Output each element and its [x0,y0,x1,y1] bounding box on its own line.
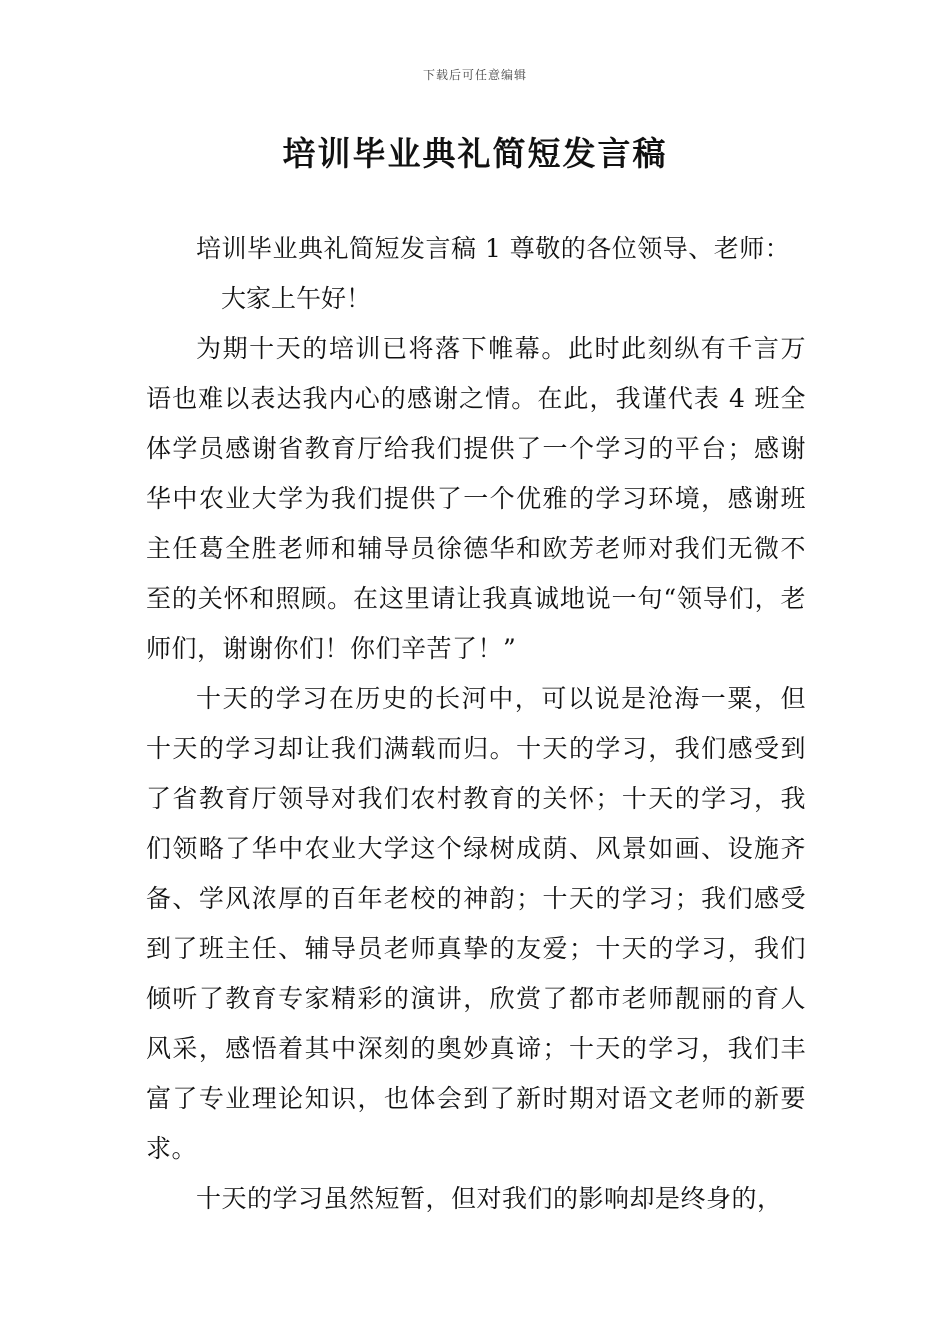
document-title: 培训毕业典礼简短发言稿 [282,134,668,173]
document-body [146,224,806,1224]
paragraph-greeting: 大家上午好！ [221,284,372,313]
paragraph-impact: 十天的学习虽然短暂，但对我们的影响却是终身的， [196,1184,783,1213]
paragraph-salutation: 培训毕业典礼简短发言稿 1 尊敬的各位领导、老师： [196,234,791,263]
header-note: 下载后可任意编辑 [422,68,527,82]
paragraph-thanks: 为期十天的培训已将落下帷幕。此时此刻纵有千言万语也难以表达我内心的感谢之情。在此，我谨代表 4 班全体学员感谢省教育厅给我们提供了一个学习的平台；感谢华中农业大学为我们提供了一个优雅的学习环境，感谢班主任葛全胜老师和辅导员徐德华和欧芳老师对我们无微不至的关怀和照顾。在这里请让我真诚地说一句“领导们，老师们，谢谢你们！你们辛苦了！” [146,334,806,663]
paragraph-ten-days: 十天的学习在历史的长河中，可以说是沧海一粟，但十天的学习却让我们满载而归。十天的学习，我们感受到了省教育厅领导对我们农村教育的关怀；十天的学习，我们领略了华中农业大学这个绿树成荫、风景如画、设施齐备、学风浓厚的百年老校的神韵；十天的学习；我们感受到了班主任、辅导员老师真挚的友爱；十天的学习，我们倾听了教育专家精彩的演讲，欣赏了都市老师靓丽的育人风采，感悟着其中深刻的奥妙真谛；十天的学习，我们丰富了专业理论知识，也体会到了新时期对语文老师的新要求。 [146,684,806,1163]
